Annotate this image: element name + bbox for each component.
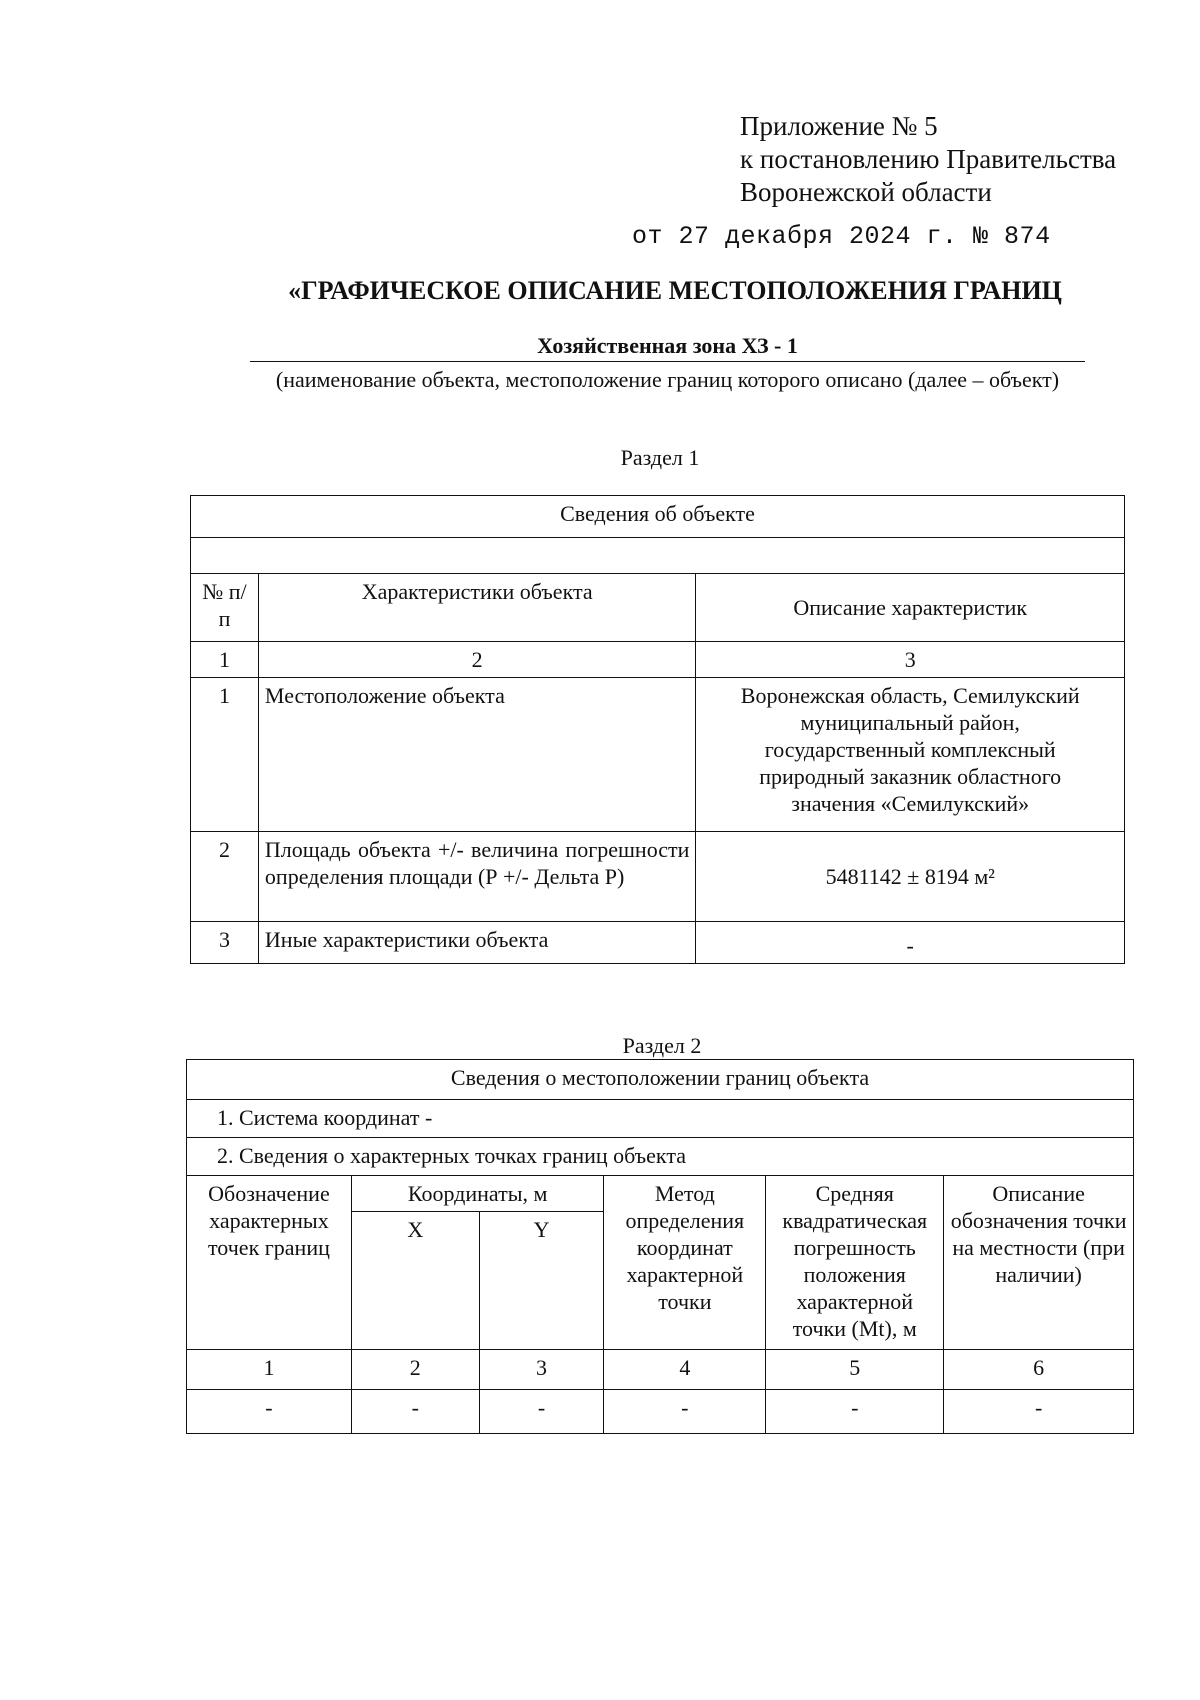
column-number-6: 6: [944, 1350, 1134, 1390]
point-error-cell: -: [766, 1390, 944, 1434]
row-number: 3: [191, 922, 259, 964]
table-row: [191, 922, 1125, 964]
column-header-designation: Обозначение характерных точек границ: [187, 1176, 352, 1350]
row-number: 1: [191, 678, 259, 832]
column-header-coordinates: Координаты, м: [351, 1176, 604, 1212]
boundary-info-header: Сведения о местоположении границ объекта: [187, 1060, 1134, 1100]
point-description-cell: -: [944, 1390, 1134, 1434]
characteristic-description: -: [696, 922, 1125, 964]
column-header-description: Описание характеристик: [696, 574, 1125, 642]
characteristic-name: Местоположение объекта: [258, 678, 695, 832]
column-number-2: 2: [258, 642, 695, 678]
column-header-error: Средняя квадратическая погрешность положения характерной точки (Mt), м: [766, 1176, 944, 1350]
column-header-y: Y: [479, 1212, 604, 1350]
object-name-caption: (наименование объекта, местоположение границ которого описано (далее – объект): [275, 367, 1060, 392]
boundary-points-table: [186, 1059, 1134, 1434]
column-number-2: 2: [351, 1350, 479, 1390]
document-title: «ГРАФИЧЕСКОЕ ОПИСАНИЕ МЕСТОПОЛОЖЕНИЯ ГРАНИЦ: [288, 276, 1062, 305]
object-info-header: Сведения об объекте: [191, 496, 1125, 538]
empty-row: [191, 538, 1125, 574]
column-number-4: 4: [604, 1350, 766, 1390]
appendix-line-3: Воронежской области: [740, 177, 992, 207]
appendix-line-1: Приложение № 5: [740, 111, 938, 141]
decree-date-number: от 27 декабря 2024 г. № 874: [632, 222, 1051, 251]
table-row: [191, 678, 1125, 832]
characteristic-name: Площадь объекта +/- величина погрешности определения площади (Р +/- Дельта Р): [258, 832, 695, 922]
column-number-1: 1: [187, 1350, 352, 1390]
point-x-cell: -: [351, 1390, 479, 1434]
point-y-cell: -: [479, 1390, 604, 1434]
column-number-1: 1: [191, 642, 259, 678]
table-row: [191, 832, 1125, 922]
characteristic-description: 5481142 ± 8194 м²: [696, 832, 1125, 922]
column-header-characteristics: Характеристики объекта: [258, 574, 695, 642]
column-number-5: 5: [766, 1350, 944, 1390]
point-method-cell: -: [604, 1390, 766, 1434]
object-name: Хозяйственная зона ХЗ - 1: [250, 333, 1085, 362]
column-header-x: X: [351, 1212, 479, 1350]
object-info-table: [190, 495, 1125, 964]
column-header-method: Метод определения координат характерной точки: [604, 1176, 766, 1350]
section-2-label: Раздел 2: [622, 1033, 702, 1058]
column-header-number: № п/п: [191, 574, 259, 642]
section-1-label: Раздел 1: [620, 445, 700, 470]
appendix-block: [740, 110, 1160, 209]
row-number: 2: [191, 832, 259, 922]
column-header-point-description: Описание обозначения точки на местности (при наличии): [944, 1176, 1134, 1350]
table-row: [187, 1390, 1134, 1434]
point-designation-cell: -: [187, 1390, 352, 1434]
characteristic-description: Воронежская область, Семилукский муниципальный район, государственный комплексный природный заказник областного значения «Семилукский»: [696, 678, 1125, 832]
appendix-line-2: к постановлению Правительства: [740, 144, 1117, 174]
column-number-3: 3: [479, 1350, 604, 1390]
characteristic-name: Иные характеристики объекта: [258, 922, 695, 964]
boundary-points-header: 2. Сведения о характерных точках границ объекта: [187, 1138, 1134, 1176]
column-number-3: 3: [696, 642, 1125, 678]
coordinate-system-row: 1. Система координат -: [187, 1100, 1134, 1138]
